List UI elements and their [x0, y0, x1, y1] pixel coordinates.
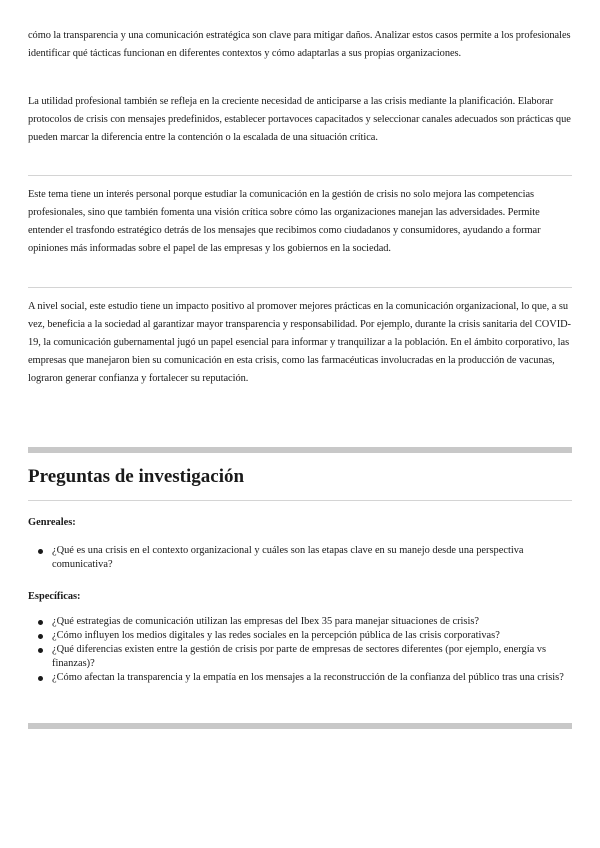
divider [28, 287, 572, 288]
list-item [36, 643, 566, 671]
general-questions-list [36, 544, 566, 572]
divider [28, 500, 572, 501]
question-text: ¿Qué es una crisis en el contexto organizacional y cuáles son las etapas clave en su manejo desde una perspectiva comunicativa? [52, 545, 524, 570]
specific-questions-list [36, 615, 566, 685]
paragraph-case-analysis: cómo la transparencia y una comunicación estratégica son clave para mitigar daños. Analizar estos casos permite a los profesionales identificar qué tácticas funcionan en diferentes contextos y cómo adaptarlas a sus propias organizaciones. [28, 30, 571, 59]
bullet-icon [38, 549, 43, 554]
paragraph-social-impact: A nivel social, este estudio tiene un impacto positivo al promover mejores prácticas en la comunicación organizacional, lo que, a su vez, beneficia a la sociedad al garantizar mayor transparencia y responsabilidad. Por ejemplo, durante la crisis sanitaria del COVID-19, la comunicación gubernamental jugó un papel esencial para informar y tranquilizar a la población. En el ámbito corporativo, las empresas que manejaron bien su comunicación en esta crisis, como las farmacéuticas involucradas en la producción de vacunas, lograron generar confianza y fortalecer su reputación. [28, 301, 571, 384]
section-divider [28, 723, 572, 729]
question-text: ¿Cómo afectan la transparencia y la empatía en los mensajes a la reconstrucción de la confianza del público tras una crisis? [52, 672, 564, 683]
section-title: Preguntas de investigación [28, 466, 245, 487]
list-item [36, 629, 566, 643]
bullet-icon [38, 676, 43, 681]
section-divider [28, 447, 572, 453]
general-questions-label: Genreales: [28, 517, 76, 528]
list-item [36, 544, 566, 572]
bullet-icon [38, 634, 43, 639]
question-text: ¿Cómo influyen los medios digitales y las redes sociales en la percepción pública de las crisis corporativas? [52, 630, 500, 641]
bullet-icon [38, 620, 43, 625]
divider [28, 175, 572, 176]
question-text: ¿Qué estrategias de comunicación utilizan las empresas del Ibex 35 para manejar situaciones de crisis? [52, 616, 480, 627]
list-item [36, 615, 566, 629]
list-item [36, 671, 566, 685]
question-text: ¿Qué diferencias existen entre la gestión de crisis por parte de empresas de sectores diferentes (por ejemplo, energía vs finanzas)? [52, 644, 547, 669]
paragraph-professional-utility: La utilidad profesional también se refleja en la creciente necesidad de anticiparse a las crisis mediante la planificación. Elaborar protocolos de crisis con mensajes predefinidos, establecer portavoces capacitados y seleccionar canales adecuados son prácticas que pueden marcar la diferencia entre la contención o la escalada de una situación crítica. [28, 96, 571, 143]
bullet-icon [38, 648, 43, 653]
paragraph-personal-interest: Este tema tiene un interés personal porque estudiar la comunicación en la gestión de crisis no solo mejora las competencias profesionales, sino que también fomenta una visión crítica sobre cómo las organizaciones manejan las adversidades. Permite entender el trasfondo estratégico detrás de los mensajes que recibimos como ciudadanos y consumidores, ayudando a formar opiniones más informadas sobre el papel de las empresas y los gobiernos en la sociedad. [28, 189, 541, 254]
specific-questions-label: Específicas: [28, 591, 81, 602]
